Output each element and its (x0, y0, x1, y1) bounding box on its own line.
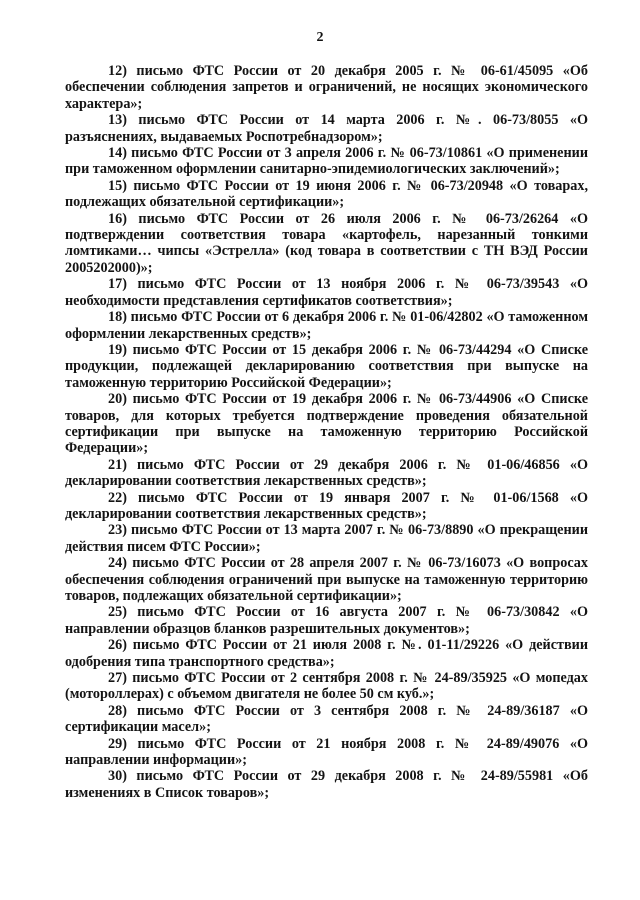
list-item: 27) письмо ФТС России от 2 сентября 2008 г. № 24-89/35925 «О мопедах (мотороллерах) с объемом двигателя не более 50 см куб.»; (65, 670, 588, 703)
letters-list (65, 63, 588, 801)
list-item: 17) письмо ФТС России от 13 ноября 2006 г. № 06-73/39543 «О необходимости представления сертификатов соответствия»; (65, 276, 588, 309)
list-item: 20) письмо ФТС России от 19 декабря 2006 г. № 06-73/44906 «О Списке товаров, для которых требуется подтверждение проведения обязательной сертификации при выпуске на таможенную территорию Российской Федерации»; (65, 391, 588, 457)
page-number: 2 (316, 30, 324, 45)
list-item: 15) письмо ФТС России от 19 июня 2006 г. № 06-73/20948 «О товарах, подлежащих обязательной сертификации»; (65, 177, 588, 211)
list-item: 19) письмо ФТС России от 15 декабря 2006 г. № 06-73/44294 «О Списке продукции, подлежащей декларированию соответствия при выпуске на таможенную территорию Российской Федерации»; (65, 341, 588, 391)
list-item: 23) письмо ФТС России от 13 марта 2007 г. № 06-73/8890 «О прекращении действия писем ФТС России»; (65, 522, 588, 555)
list-item: 12) письмо ФТС России от 20 декабря 2005 г. № 06-61/45095 «Об обеспечении соблюдения запретов и ограничений, не носящих экономического характера»; (65, 63, 588, 112)
list-item: 30) письмо ФТС России от 29 декабря 2008 г. № 24-89/55981 «Об изменениях в Список товаров»; (65, 768, 588, 801)
list-item: 21) письмо ФТС России от 29 декабря 2006 г. № 01-06/46856 «О декларировании соответствия лекарственных средств»; (65, 456, 588, 490)
list-item: 26) письмо ФТС России от 21 июля 2008 г. №. 01-11/29226 «О действии одобрения типа транспортного средства»; (65, 637, 588, 670)
list-item: 25) письмо ФТС России от 16 августа 2007 г. № 06-73/30842 «О направлении образцов бланков разрешительных документов»; (65, 604, 588, 637)
list-item: 24) письмо ФТС России от 28 апреля 2007 г. № 06-73/16073 «О вопросах обеспечения соблюдения ограничений при выпуске на таможенную территорию товаров, подлежащих обязательной сертификации»; (65, 555, 588, 604)
list-item: 16) письмо ФТС России от 26 июля 2006 г. № 06-73/26264 «О подтверждении соответствия товара «картофель, нарезанный тонкими ломтиками… чипсы «Эстрелла» (код товара в соответствии с ТН ВЭД России 2005202000)»; (65, 210, 588, 276)
list-item: 28) письмо ФТС России от 3 сентября 2008 г. № 24-89/36187 «О сертификации масел»; (65, 702, 588, 736)
list-item: 22) письмо ФТС России от 19 января 2007 г. № 01-06/1568 «О декларировании соответствия лекарственных средств»; (65, 489, 588, 522)
list-item: 29) письмо ФТС России от 21 ноября 2008 г. № 24-89/49076 «О направлении информации»; (65, 735, 588, 769)
list-item: 18) письмо ФТС России от 6 декабря 2006 г. № 01-06/42802 «О таможенном оформлении лекарственных средств»; (65, 309, 588, 342)
list-item: 14) письмо ФТС России от 3 апреля 2006 г. № 06-73/10861 «О применении при таможенном оформлении санитарно-эпидемиологических заключений»; (65, 145, 588, 178)
list-item: 13) письмо ФТС России от 14 марта 2006 г. №. 06-73/8055 «О разъяснениях, выдаваемых Роспотребнадзором»; (65, 112, 588, 145)
